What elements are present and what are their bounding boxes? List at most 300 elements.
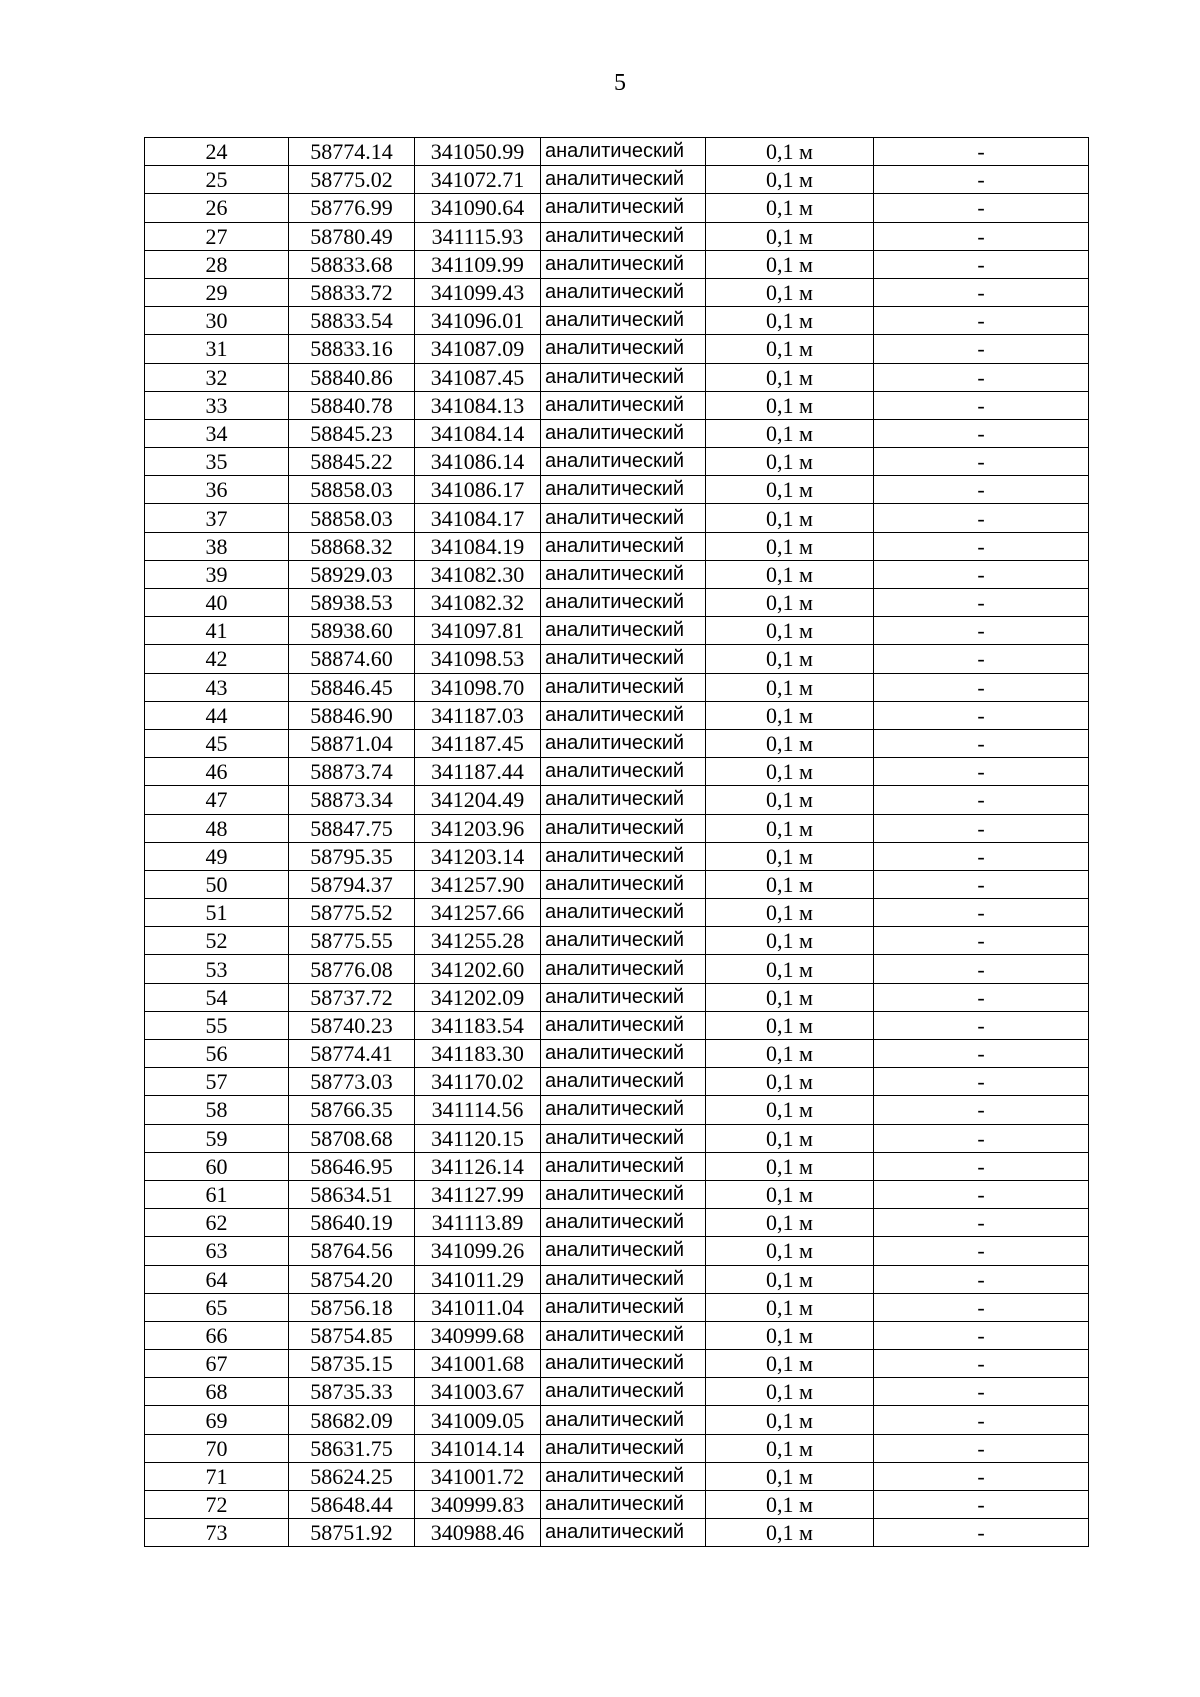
accuracy-cell: 0,1 м bbox=[706, 617, 874, 645]
method-cell: аналитический bbox=[541, 448, 706, 476]
accuracy-cell: 0,1 м bbox=[706, 1519, 874, 1547]
table-row bbox=[145, 138, 1089, 166]
table-row bbox=[145, 1321, 1089, 1349]
method-cell: аналитический bbox=[541, 166, 706, 194]
y-coordinate-cell: 341086.17 bbox=[415, 476, 541, 504]
x-coordinate-cell: 58634.51 bbox=[289, 1180, 415, 1208]
table-row bbox=[145, 758, 1089, 786]
point-number-cell: 30 bbox=[145, 307, 289, 335]
x-coordinate-cell: 58648.44 bbox=[289, 1491, 415, 1519]
accuracy-cell: 0,1 м bbox=[706, 307, 874, 335]
point-number-cell: 69 bbox=[145, 1406, 289, 1434]
accuracy-cell: 0,1 м bbox=[706, 278, 874, 306]
y-coordinate-cell: 341098.53 bbox=[415, 645, 541, 673]
x-coordinate-cell: 58682.09 bbox=[289, 1406, 415, 1434]
y-coordinate-cell: 341255.28 bbox=[415, 927, 541, 955]
point-number-cell: 53 bbox=[145, 955, 289, 983]
y-coordinate-cell: 341202.09 bbox=[415, 983, 541, 1011]
x-coordinate-cell: 58795.35 bbox=[289, 842, 415, 870]
method-cell: аналитический bbox=[541, 1040, 706, 1068]
accuracy-cell: 0,1 м bbox=[706, 504, 874, 532]
y-coordinate-cell: 341120.15 bbox=[415, 1124, 541, 1152]
accuracy-cell: 0,1 м bbox=[706, 645, 874, 673]
x-coordinate-cell: 58840.86 bbox=[289, 363, 415, 391]
description-cell: - bbox=[874, 1519, 1089, 1547]
accuracy-cell: 0,1 м bbox=[706, 1265, 874, 1293]
x-coordinate-cell: 58740.23 bbox=[289, 1011, 415, 1039]
method-cell: аналитический bbox=[541, 1209, 706, 1237]
method-cell: аналитический bbox=[541, 1321, 706, 1349]
point-number-cell: 71 bbox=[145, 1462, 289, 1490]
accuracy-cell: 0,1 м bbox=[706, 476, 874, 504]
description-cell: - bbox=[874, 589, 1089, 617]
x-coordinate-cell: 58833.54 bbox=[289, 307, 415, 335]
method-cell: аналитический bbox=[541, 560, 706, 588]
point-number-cell: 64 bbox=[145, 1265, 289, 1293]
accuracy-cell: 0,1 м bbox=[706, 899, 874, 927]
method-cell: аналитический bbox=[541, 1152, 706, 1180]
method-cell: аналитический bbox=[541, 729, 706, 757]
description-cell: - bbox=[874, 673, 1089, 701]
table-row bbox=[145, 504, 1089, 532]
description-cell: - bbox=[874, 1321, 1089, 1349]
x-coordinate-cell: 58871.04 bbox=[289, 729, 415, 757]
x-coordinate-cell: 58868.32 bbox=[289, 532, 415, 560]
table-row bbox=[145, 1265, 1089, 1293]
accuracy-cell: 0,1 м bbox=[706, 1293, 874, 1321]
table-row bbox=[145, 1406, 1089, 1434]
x-coordinate-cell: 58846.45 bbox=[289, 673, 415, 701]
y-coordinate-cell: 341097.81 bbox=[415, 617, 541, 645]
description-cell: - bbox=[874, 1068, 1089, 1096]
table-row bbox=[145, 1209, 1089, 1237]
method-cell: аналитический bbox=[541, 307, 706, 335]
table-row bbox=[145, 645, 1089, 673]
y-coordinate-cell: 341084.14 bbox=[415, 419, 541, 447]
description-cell: - bbox=[874, 250, 1089, 278]
table-row bbox=[145, 729, 1089, 757]
point-number-cell: 54 bbox=[145, 983, 289, 1011]
table-row bbox=[145, 786, 1089, 814]
description-cell: - bbox=[874, 899, 1089, 927]
description-cell: - bbox=[874, 532, 1089, 560]
description-cell: - bbox=[874, 363, 1089, 391]
y-coordinate-cell: 341203.96 bbox=[415, 814, 541, 842]
method-cell: аналитический bbox=[541, 363, 706, 391]
y-coordinate-cell: 341098.70 bbox=[415, 673, 541, 701]
x-coordinate-cell: 58754.85 bbox=[289, 1321, 415, 1349]
accuracy-cell: 0,1 м bbox=[706, 729, 874, 757]
accuracy-cell: 0,1 м bbox=[706, 983, 874, 1011]
point-number-cell: 65 bbox=[145, 1293, 289, 1321]
point-number-cell: 36 bbox=[145, 476, 289, 504]
accuracy-cell: 0,1 м bbox=[706, 1124, 874, 1152]
x-coordinate-cell: 58751.92 bbox=[289, 1519, 415, 1547]
point-number-cell: 45 bbox=[145, 729, 289, 757]
accuracy-cell: 0,1 м bbox=[706, 1350, 874, 1378]
accuracy-cell: 0,1 м bbox=[706, 419, 874, 447]
y-coordinate-cell: 341114.56 bbox=[415, 1096, 541, 1124]
y-coordinate-cell: 341204.49 bbox=[415, 786, 541, 814]
x-coordinate-cell: 58775.52 bbox=[289, 899, 415, 927]
method-cell: аналитический bbox=[541, 222, 706, 250]
x-coordinate-cell: 58624.25 bbox=[289, 1462, 415, 1490]
point-number-cell: 32 bbox=[145, 363, 289, 391]
method-cell: аналитический bbox=[541, 1096, 706, 1124]
description-cell: - bbox=[874, 786, 1089, 814]
accuracy-cell: 0,1 м bbox=[706, 1237, 874, 1265]
point-number-cell: 66 bbox=[145, 1321, 289, 1349]
method-cell: аналитический bbox=[541, 1068, 706, 1096]
method-cell: аналитический bbox=[541, 138, 706, 166]
method-cell: аналитический bbox=[541, 673, 706, 701]
point-number-cell: 26 bbox=[145, 194, 289, 222]
point-number-cell: 46 bbox=[145, 758, 289, 786]
method-cell: аналитический bbox=[541, 335, 706, 363]
x-coordinate-cell: 58773.03 bbox=[289, 1068, 415, 1096]
accuracy-cell: 0,1 м bbox=[706, 1406, 874, 1434]
accuracy-cell: 0,1 м bbox=[706, 1434, 874, 1462]
description-cell: - bbox=[874, 1096, 1089, 1124]
point-number-cell: 28 bbox=[145, 250, 289, 278]
point-number-cell: 42 bbox=[145, 645, 289, 673]
accuracy-cell: 0,1 м bbox=[706, 138, 874, 166]
point-number-cell: 37 bbox=[145, 504, 289, 532]
accuracy-cell: 0,1 м bbox=[706, 250, 874, 278]
table-row bbox=[145, 814, 1089, 842]
y-coordinate-cell: 341183.54 bbox=[415, 1011, 541, 1039]
point-number-cell: 38 bbox=[145, 532, 289, 560]
coordinates-table-body bbox=[145, 138, 1089, 1547]
description-cell: - bbox=[874, 1152, 1089, 1180]
y-coordinate-cell: 341003.67 bbox=[415, 1378, 541, 1406]
table-row bbox=[145, 617, 1089, 645]
method-cell: аналитический bbox=[541, 870, 706, 898]
y-coordinate-cell: 341099.43 bbox=[415, 278, 541, 306]
x-coordinate-cell: 58774.14 bbox=[289, 138, 415, 166]
accuracy-cell: 0,1 м bbox=[706, 1152, 874, 1180]
table-row bbox=[145, 476, 1089, 504]
accuracy-cell: 0,1 м bbox=[706, 391, 874, 419]
point-number-cell: 41 bbox=[145, 617, 289, 645]
accuracy-cell: 0,1 м bbox=[706, 532, 874, 560]
table-row bbox=[145, 842, 1089, 870]
description-cell: - bbox=[874, 617, 1089, 645]
table-row bbox=[145, 1378, 1089, 1406]
table-row bbox=[145, 927, 1089, 955]
method-cell: аналитический bbox=[541, 983, 706, 1011]
y-coordinate-cell: 341001.68 bbox=[415, 1350, 541, 1378]
point-number-cell: 61 bbox=[145, 1180, 289, 1208]
point-number-cell: 39 bbox=[145, 560, 289, 588]
x-coordinate-cell: 58833.72 bbox=[289, 278, 415, 306]
x-coordinate-cell: 58737.72 bbox=[289, 983, 415, 1011]
description-cell: - bbox=[874, 1406, 1089, 1434]
table-row bbox=[145, 983, 1089, 1011]
table-row bbox=[145, 222, 1089, 250]
x-coordinate-cell: 58775.55 bbox=[289, 927, 415, 955]
accuracy-cell: 0,1 м bbox=[706, 786, 874, 814]
method-cell: аналитический bbox=[541, 1434, 706, 1462]
description-cell: - bbox=[874, 1350, 1089, 1378]
accuracy-cell: 0,1 м bbox=[706, 673, 874, 701]
table-row bbox=[145, 899, 1089, 927]
description-cell: - bbox=[874, 955, 1089, 983]
method-cell: аналитический bbox=[541, 1519, 706, 1547]
y-coordinate-cell: 341187.44 bbox=[415, 758, 541, 786]
accuracy-cell: 0,1 м bbox=[706, 1096, 874, 1124]
x-coordinate-cell: 58794.37 bbox=[289, 870, 415, 898]
y-coordinate-cell: 341109.99 bbox=[415, 250, 541, 278]
method-cell: аналитический bbox=[541, 250, 706, 278]
accuracy-cell: 0,1 м bbox=[706, 560, 874, 588]
table-row bbox=[145, 1350, 1089, 1378]
accuracy-cell: 0,1 м bbox=[706, 1321, 874, 1349]
method-cell: аналитический bbox=[541, 1011, 706, 1039]
accuracy-cell: 0,1 м bbox=[706, 448, 874, 476]
description-cell: - bbox=[874, 1237, 1089, 1265]
description-cell: - bbox=[874, 1293, 1089, 1321]
point-number-cell: 27 bbox=[145, 222, 289, 250]
point-number-cell: 24 bbox=[145, 138, 289, 166]
x-coordinate-cell: 58735.15 bbox=[289, 1350, 415, 1378]
method-cell: аналитический bbox=[541, 1180, 706, 1208]
accuracy-cell: 0,1 м bbox=[706, 589, 874, 617]
x-coordinate-cell: 58756.18 bbox=[289, 1293, 415, 1321]
x-coordinate-cell: 58929.03 bbox=[289, 560, 415, 588]
page-number: 5 bbox=[614, 70, 626, 96]
x-coordinate-cell: 58775.02 bbox=[289, 166, 415, 194]
y-coordinate-cell: 341183.30 bbox=[415, 1040, 541, 1068]
point-number-cell: 55 bbox=[145, 1011, 289, 1039]
description-cell: - bbox=[874, 870, 1089, 898]
method-cell: аналитический bbox=[541, 476, 706, 504]
x-coordinate-cell: 58646.95 bbox=[289, 1152, 415, 1180]
y-coordinate-cell: 341203.14 bbox=[415, 842, 541, 870]
point-number-cell: 70 bbox=[145, 1434, 289, 1462]
description-cell: - bbox=[874, 1491, 1089, 1519]
point-number-cell: 56 bbox=[145, 1040, 289, 1068]
description-cell: - bbox=[874, 504, 1089, 532]
accuracy-cell: 0,1 м bbox=[706, 335, 874, 363]
x-coordinate-cell: 58754.20 bbox=[289, 1265, 415, 1293]
y-coordinate-cell: 340999.68 bbox=[415, 1321, 541, 1349]
point-number-cell: 29 bbox=[145, 278, 289, 306]
table-row bbox=[145, 166, 1089, 194]
y-coordinate-cell: 341126.14 bbox=[415, 1152, 541, 1180]
table-row bbox=[145, 1491, 1089, 1519]
x-coordinate-cell: 58938.60 bbox=[289, 617, 415, 645]
point-number-cell: 35 bbox=[145, 448, 289, 476]
point-number-cell: 43 bbox=[145, 673, 289, 701]
y-coordinate-cell: 341086.14 bbox=[415, 448, 541, 476]
table-row bbox=[145, 673, 1089, 701]
table-row bbox=[145, 870, 1089, 898]
accuracy-cell: 0,1 м bbox=[706, 1462, 874, 1490]
description-cell: - bbox=[874, 758, 1089, 786]
accuracy-cell: 0,1 м bbox=[706, 1068, 874, 1096]
x-coordinate-cell: 58847.75 bbox=[289, 814, 415, 842]
y-coordinate-cell: 341087.09 bbox=[415, 335, 541, 363]
description-cell: - bbox=[874, 729, 1089, 757]
method-cell: аналитический bbox=[541, 617, 706, 645]
table-row bbox=[145, 1180, 1089, 1208]
point-number-cell: 60 bbox=[145, 1152, 289, 1180]
method-cell: аналитический bbox=[541, 278, 706, 306]
accuracy-cell: 0,1 м bbox=[706, 758, 874, 786]
table-row bbox=[145, 701, 1089, 729]
table-row bbox=[145, 955, 1089, 983]
method-cell: аналитический bbox=[541, 899, 706, 927]
point-number-cell: 58 bbox=[145, 1096, 289, 1124]
x-coordinate-cell: 58938.53 bbox=[289, 589, 415, 617]
x-coordinate-cell: 58735.33 bbox=[289, 1378, 415, 1406]
table-row bbox=[145, 560, 1089, 588]
y-coordinate-cell: 341011.04 bbox=[415, 1293, 541, 1321]
description-cell: - bbox=[874, 1434, 1089, 1462]
point-number-cell: 40 bbox=[145, 589, 289, 617]
y-coordinate-cell: 341087.45 bbox=[415, 363, 541, 391]
point-number-cell: 49 bbox=[145, 842, 289, 870]
accuracy-cell: 0,1 м bbox=[706, 814, 874, 842]
accuracy-cell: 0,1 м bbox=[706, 1378, 874, 1406]
accuracy-cell: 0,1 м bbox=[706, 842, 874, 870]
x-coordinate-cell: 58846.90 bbox=[289, 701, 415, 729]
method-cell: аналитический bbox=[541, 842, 706, 870]
method-cell: аналитический bbox=[541, 419, 706, 447]
table-row bbox=[145, 1124, 1089, 1152]
y-coordinate-cell: 341084.13 bbox=[415, 391, 541, 419]
point-number-cell: 52 bbox=[145, 927, 289, 955]
point-number-cell: 57 bbox=[145, 1068, 289, 1096]
description-cell: - bbox=[874, 701, 1089, 729]
accuracy-cell: 0,1 м bbox=[706, 363, 874, 391]
table-row bbox=[145, 307, 1089, 335]
description-cell: - bbox=[874, 194, 1089, 222]
point-number-cell: 68 bbox=[145, 1378, 289, 1406]
method-cell: аналитический bbox=[541, 1462, 706, 1490]
table-row bbox=[145, 1519, 1089, 1547]
accuracy-cell: 0,1 м bbox=[706, 701, 874, 729]
x-coordinate-cell: 58780.49 bbox=[289, 222, 415, 250]
method-cell: аналитический bbox=[541, 1124, 706, 1152]
table-row bbox=[145, 1152, 1089, 1180]
table-row bbox=[145, 1293, 1089, 1321]
accuracy-cell: 0,1 м bbox=[706, 955, 874, 983]
y-coordinate-cell: 341084.17 bbox=[415, 504, 541, 532]
method-cell: аналитический bbox=[541, 532, 706, 560]
x-coordinate-cell: 58640.19 bbox=[289, 1209, 415, 1237]
method-cell: аналитический bbox=[541, 1491, 706, 1519]
method-cell: аналитический bbox=[541, 1378, 706, 1406]
y-coordinate-cell: 341090.64 bbox=[415, 194, 541, 222]
x-coordinate-cell: 58858.03 bbox=[289, 504, 415, 532]
description-cell: - bbox=[874, 335, 1089, 363]
y-coordinate-cell: 341115.93 bbox=[415, 222, 541, 250]
table-row bbox=[145, 589, 1089, 617]
x-coordinate-cell: 58708.68 bbox=[289, 1124, 415, 1152]
method-cell: аналитический bbox=[541, 1265, 706, 1293]
accuracy-cell: 0,1 м bbox=[706, 927, 874, 955]
table-row bbox=[145, 335, 1089, 363]
description-cell: - bbox=[874, 983, 1089, 1011]
y-coordinate-cell: 341202.60 bbox=[415, 955, 541, 983]
table-row bbox=[145, 194, 1089, 222]
accuracy-cell: 0,1 м bbox=[706, 1180, 874, 1208]
method-cell: аналитический bbox=[541, 1406, 706, 1434]
y-coordinate-cell: 341001.72 bbox=[415, 1462, 541, 1490]
point-number-cell: 63 bbox=[145, 1237, 289, 1265]
table-row bbox=[145, 1040, 1089, 1068]
table-row bbox=[145, 1434, 1089, 1462]
y-coordinate-cell: 341072.71 bbox=[415, 166, 541, 194]
description-cell: - bbox=[874, 419, 1089, 447]
description-cell: - bbox=[874, 307, 1089, 335]
point-number-cell: 34 bbox=[145, 419, 289, 447]
y-coordinate-cell: 341009.05 bbox=[415, 1406, 541, 1434]
point-number-cell: 72 bbox=[145, 1491, 289, 1519]
description-cell: - bbox=[874, 645, 1089, 673]
x-coordinate-cell: 58858.03 bbox=[289, 476, 415, 504]
method-cell: аналитический bbox=[541, 955, 706, 983]
method-cell: аналитический bbox=[541, 391, 706, 419]
y-coordinate-cell: 340988.46 bbox=[415, 1519, 541, 1547]
table-row bbox=[145, 1096, 1089, 1124]
description-cell: - bbox=[874, 842, 1089, 870]
table-row bbox=[145, 532, 1089, 560]
point-number-cell: 31 bbox=[145, 335, 289, 363]
description-cell: - bbox=[874, 448, 1089, 476]
accuracy-cell: 0,1 м bbox=[706, 166, 874, 194]
description-cell: - bbox=[874, 222, 1089, 250]
accuracy-cell: 0,1 м bbox=[706, 1209, 874, 1237]
y-coordinate-cell: 341084.19 bbox=[415, 532, 541, 560]
description-cell: - bbox=[874, 138, 1089, 166]
description-cell: - bbox=[874, 814, 1089, 842]
description-cell: - bbox=[874, 1209, 1089, 1237]
description-cell: - bbox=[874, 927, 1089, 955]
y-coordinate-cell: 341187.03 bbox=[415, 701, 541, 729]
coordinates-table bbox=[144, 137, 1089, 1547]
x-coordinate-cell: 58840.78 bbox=[289, 391, 415, 419]
point-number-cell: 62 bbox=[145, 1209, 289, 1237]
table-row bbox=[145, 1068, 1089, 1096]
y-coordinate-cell: 341113.89 bbox=[415, 1209, 541, 1237]
description-cell: - bbox=[874, 1040, 1089, 1068]
table-row bbox=[145, 278, 1089, 306]
accuracy-cell: 0,1 м bbox=[706, 194, 874, 222]
table-row bbox=[145, 1011, 1089, 1039]
description-cell: - bbox=[874, 391, 1089, 419]
x-coordinate-cell: 58766.35 bbox=[289, 1096, 415, 1124]
description-cell: - bbox=[874, 476, 1089, 504]
point-number-cell: 33 bbox=[145, 391, 289, 419]
y-coordinate-cell: 341082.32 bbox=[415, 589, 541, 617]
x-coordinate-cell: 58631.75 bbox=[289, 1434, 415, 1462]
description-cell: - bbox=[874, 278, 1089, 306]
y-coordinate-cell: 341170.02 bbox=[415, 1068, 541, 1096]
x-coordinate-cell: 58833.16 bbox=[289, 335, 415, 363]
y-coordinate-cell: 341096.01 bbox=[415, 307, 541, 335]
x-coordinate-cell: 58774.41 bbox=[289, 1040, 415, 1068]
y-coordinate-cell: 341257.90 bbox=[415, 870, 541, 898]
y-coordinate-cell: 341014.14 bbox=[415, 1434, 541, 1462]
table-row bbox=[145, 391, 1089, 419]
y-coordinate-cell: 341257.66 bbox=[415, 899, 541, 927]
method-cell: аналитический bbox=[541, 589, 706, 617]
x-coordinate-cell: 58776.99 bbox=[289, 194, 415, 222]
method-cell: аналитический bbox=[541, 814, 706, 842]
